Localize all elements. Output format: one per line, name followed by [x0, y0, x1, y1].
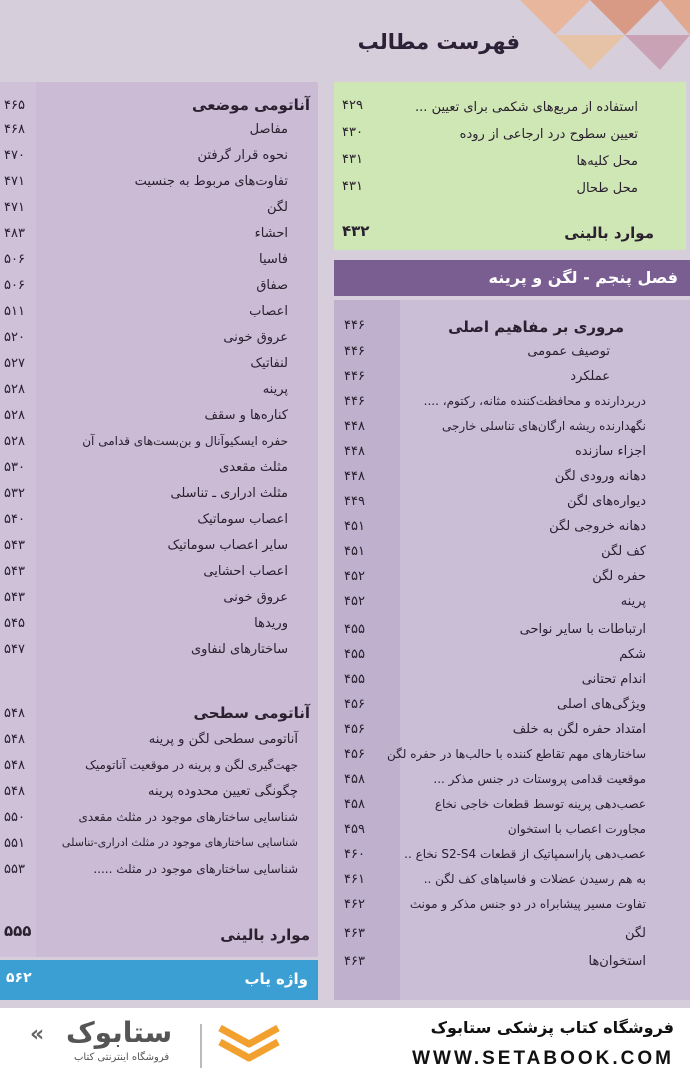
chapter-title-bar: فصل پنجم - لگن و پرینه [334, 260, 690, 296]
toc-entry[interactable]: شناسایی ساختارهای موجود در مثلث ..... [93, 862, 298, 876]
toc-entry[interactable]: عصب‌دهی پرینه توسط قطعات خاجی نخاع [434, 797, 646, 811]
toc-entry[interactable]: اندام تحتانی [581, 672, 646, 687]
store-url-link[interactable]: WWW.SETABOOK.COM [412, 1048, 674, 1069]
toc-entry[interactable]: ارتباطات با سایر نواحی [519, 622, 646, 637]
page-number: ۴۵۶ [344, 722, 365, 737]
toc-entry[interactable]: عصب‌دهی پاراسمپاتیک از قطعات S2-S4 نخاع .. [404, 847, 646, 861]
toc-entry[interactable]: شکم [619, 647, 646, 662]
toc-entry[interactable]: دیواره‌های لگن [567, 494, 646, 509]
page-number: ۴۶۸ [4, 122, 25, 137]
page-number: ۴۵۵ [344, 622, 365, 637]
toc-entry[interactable]: عروق خونی [223, 590, 288, 605]
toc-entry[interactable]: استفاده از مربع‌های شکمی برای تعیین ... [415, 100, 638, 115]
toc-entry[interactable]: ساختارهای لنفاوی [190, 642, 288, 657]
toc-entry[interactable]: مثلث مقعدی [219, 460, 288, 475]
toc-entry[interactable]: توصیف عمومی [527, 344, 610, 359]
page-number: ۴۵۸ [344, 772, 365, 787]
page-number: ۴۲۹ [342, 98, 363, 113]
toc-entry[interactable]: مجاورت اعصاب با استخوان [507, 822, 646, 836]
toc-entry[interactable]: تفاوت‌های مربوط به جنسیت [134, 174, 288, 189]
page-number: ۵۴۳ [4, 564, 25, 579]
toc-entry[interactable]: صفاق [256, 278, 288, 293]
page-number: ۵۲۸ [4, 382, 25, 397]
toc-heading[interactable]: آناتومی موضعی [192, 96, 310, 114]
page-number: ۴۷۱ [4, 174, 25, 189]
page-number: ۵۵۰ [4, 810, 25, 825]
page-number: ۴۴۸ [344, 419, 365, 434]
toc-entry[interactable]: جهت‌گیری لگن و پرینه در موقعیت آناتومیک [85, 758, 298, 772]
page-number: ۵۴۰ [4, 512, 25, 527]
toc-heading[interactable]: آناتومی سطحی [193, 704, 310, 722]
page-number: ۵۲۰ [4, 330, 25, 345]
page-number: ۴۵۱ [344, 519, 365, 534]
page-number: ۵۰۶ [4, 278, 25, 293]
page-number: ۵۴۸ [4, 784, 25, 799]
page-number: ۴۵۵ [344, 647, 365, 662]
page-number: ۵۵۳ [4, 862, 25, 877]
page-number: ۵۵۵ [4, 922, 32, 940]
store-logo[interactable] [30, 1016, 290, 1072]
glossary-bar [0, 960, 318, 1000]
page-number: ۴۴۹ [344, 494, 365, 509]
toc-entry[interactable]: اعصاب احشایی [203, 564, 288, 579]
page-number: ۴۵۱ [344, 544, 365, 559]
glossary-page-number: ۵۶۲ [6, 970, 32, 986]
page-number: ۵۴۳ [4, 538, 25, 553]
page-number: ۵۲۸ [4, 434, 25, 449]
page-number: ۴۶۳ [344, 926, 365, 941]
page-number: ۴۵۸ [344, 797, 365, 812]
page-number: ۵۴۷ [4, 642, 25, 657]
toc-entry[interactable]: آناتومی سطحی لگن و پرینه [148, 732, 298, 747]
page-number: ۴۸۳ [4, 226, 25, 241]
page-number: ۴۶۵ [4, 98, 25, 113]
toc-entry[interactable]: نحوه قرار گرفتن [197, 148, 288, 163]
page-number: ۴۶۰ [344, 847, 365, 862]
page-number: ۴۷۰ [4, 148, 25, 163]
toc-heading[interactable]: موارد بالینی [220, 926, 310, 944]
page-number: ۴۴۶ [344, 318, 365, 333]
page-number: ۴۷۱ [4, 200, 25, 215]
logo-tagline: فروشگاه اینترنتی کتاب [74, 1052, 170, 1063]
toc-entry[interactable]: استخوان‌ها [588, 954, 646, 969]
toc-entry[interactable]: امتداد حفره لگن به خلف [512, 722, 646, 737]
page-number: ۵۴۸ [4, 732, 25, 747]
toc-entry[interactable]: ساختارهای مهم تقاطع کننده با حالب‌ها در حفره لگن [386, 747, 646, 761]
toc-entry[interactable]: محل طحال [576, 181, 638, 196]
page-number: ۴۳۲ [342, 222, 370, 240]
toc-entry[interactable]: سایر اعصاب سوماتیک [167, 538, 288, 553]
book-chevron-icon [214, 1020, 284, 1070]
toc-entry[interactable]: موقعیت قدامی پروستات در جنس مذکر ... [433, 772, 646, 786]
page-number: ۵۰۶ [4, 252, 25, 267]
page-number: ۴۴۶ [344, 369, 365, 384]
toc-entry[interactable]: به هم رسیدن عضلات و فاسیاهای کف لگن .. [423, 872, 646, 886]
store-title: فروشگاه کتاب پزشکی ستابوک [430, 1018, 674, 1037]
store-footer [0, 1008, 690, 1080]
toc-entry[interactable]: عملکرد [570, 369, 610, 384]
toc-entry[interactable]: دهانه خروجی لگن [549, 519, 646, 534]
toc-entry[interactable]: شناسایی ساختارهای موجود در مثلث مقعدی [78, 810, 298, 824]
toc-entry[interactable]: تعیین سطوح درد ارجاعی از روده [459, 127, 638, 142]
toc-entry[interactable]: کف لگن [601, 544, 646, 559]
page-number: ۴۳۱ [342, 179, 363, 194]
page-number: ۵۴۸ [4, 758, 25, 773]
page-number: ۴۵۵ [344, 672, 365, 687]
toc-heading[interactable]: مروری بر مفاهیم اصلی [448, 318, 624, 336]
toc-entry[interactable]: شناسایی ساختارهای موجود در مثلث ادراری-تناسلی [61, 836, 298, 849]
page-number: ۴۴۸ [344, 469, 365, 484]
toc-entry[interactable]: لگن [624, 926, 646, 941]
page-number: ۴۵۶ [344, 747, 365, 762]
page-number: ۵۲۷ [4, 356, 25, 371]
toc-entry[interactable]: پرینه [620, 594, 646, 609]
toc-entry[interactable]: احشاء [254, 226, 288, 241]
page-number: ۴۵۲ [344, 594, 365, 609]
toc-entry[interactable]: اعصاب سوماتیک [197, 512, 288, 527]
page-number: ۴۴۶ [344, 394, 365, 409]
double-chevron-icon: « [30, 1022, 45, 1047]
page-number: ۵۴۸ [4, 706, 25, 721]
toc-entry[interactable]: لنفاتیک [250, 356, 288, 371]
toc-entry[interactable]: دهانه ورودی لگن [554, 469, 646, 484]
toc-entry[interactable]: حفره لگن [592, 569, 646, 584]
toc-entry[interactable]: حفره ایسکیوآنال و بن‌بست‌های قدامی آن [82, 434, 288, 448]
page-number: ۴۵۶ [344, 697, 365, 712]
page-number: ۵۳۰ [4, 460, 25, 475]
toc-entry[interactable]: مفاصل [249, 122, 288, 137]
page-number: ۴۶۲ [344, 897, 365, 912]
toc-entry[interactable]: لگن [266, 200, 288, 215]
glossary-label: واژه یاب [244, 970, 308, 988]
toc-entry[interactable]: عروق خونی [223, 330, 288, 345]
toc-entry[interactable]: محل کلیه‌ها [576, 154, 638, 169]
toc-entry[interactable]: دربردارنده و محافظت‌کننده مثانه، رکتوم، .... [423, 394, 646, 408]
page-title: فهرست مطالب [357, 30, 520, 54]
page-number: ۵۴۳ [4, 590, 25, 605]
toc-entry[interactable]: پرینه [262, 382, 288, 397]
toc-heading[interactable]: موارد بالینی [564, 224, 654, 242]
toc-entry[interactable]: وریدها [254, 616, 288, 631]
toc-entry[interactable]: اعصاب [249, 304, 288, 319]
toc-entry[interactable]: تفاوت مسیر پیشابراه در دو جنس مذکر و مونث [409, 897, 646, 911]
page-number: ۵۴۵ [4, 616, 25, 631]
toc-entry[interactable]: فاسیا [259, 252, 288, 267]
page-number: ۴۴۶ [344, 344, 365, 359]
page-number: ۴۴۸ [344, 444, 365, 459]
toc-entry[interactable]: چگونگی تعیین محدوده پرینه [148, 784, 298, 799]
page-number: ۵۱۱ [4, 304, 25, 319]
toc-entry[interactable]: نگهدارنده ریشه ارگان‌های تناسلی خارجی [441, 419, 646, 433]
page-number: ۵۳۲ [4, 486, 25, 501]
page-number: ۴۵۲ [344, 569, 365, 584]
toc-entry[interactable]: ویژگی‌های اصلی [556, 697, 646, 712]
page-number: ۵۲۸ [4, 408, 25, 423]
logo-divider [200, 1024, 202, 1068]
toc-entry[interactable]: کناره‌ها و سقف [204, 408, 288, 423]
page-number: ۵۵۱ [4, 836, 25, 851]
toc-entry[interactable]: مثلث ادراری ـ تناسلی [170, 486, 288, 501]
logo-wordmark: ستابوک [66, 1016, 173, 1049]
page-number: ۴۵۹ [344, 822, 365, 837]
page-number: ۴۶۳ [344, 954, 365, 969]
page-number: ۴۳۰ [342, 125, 363, 140]
page-number: ۴۶۱ [344, 872, 365, 887]
page-number: ۴۳۱ [342, 152, 363, 167]
toc-entry[interactable]: اجزاء سازنده [574, 444, 646, 459]
